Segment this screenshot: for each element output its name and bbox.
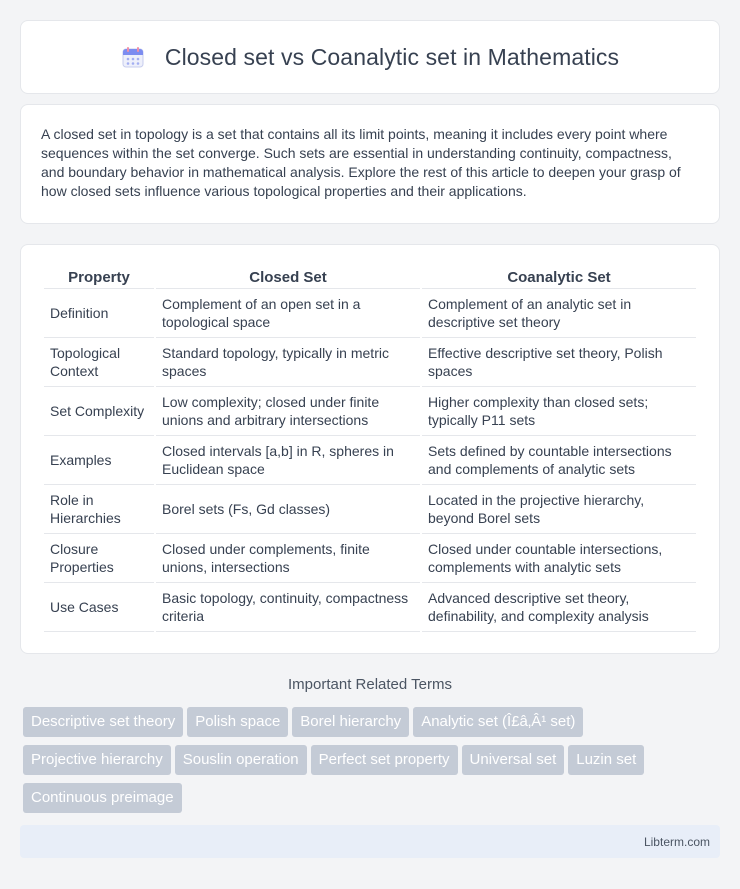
related-term-tag[interactable]: Universal set (462, 745, 565, 775)
related-term-tag[interactable]: Polish space (187, 707, 288, 737)
related-term-tag[interactable]: Analytic set (Î£â‚Â¹ set) (413, 707, 583, 737)
coanalytic-set-cell: Advanced descriptive set theory, definability, and complexity analysis (422, 583, 696, 632)
page-title: Closed set vs Coanalytic set in Mathematics (164, 43, 620, 70)
footer (20, 825, 720, 858)
property-cell: Closure Properties (44, 534, 154, 583)
comparison-table (42, 265, 698, 632)
table-row (44, 289, 696, 338)
related-term-tag[interactable]: Souslin operation (175, 745, 307, 775)
coanalytic-set-cell: Sets defined by countable intersections and complements of analytic sets (422, 436, 696, 485)
column-header-closed-set: Closed Set (156, 265, 420, 289)
table-row (44, 583, 696, 632)
related-term-tag[interactable]: Projective hierarchy (23, 745, 171, 775)
closed-set-cell: Standard topology, typically in metric spaces (156, 338, 420, 387)
intro-text: A closed set in topology is a set that contains all its limit points, meaning it includes every point where sequences within the set converge. Such sets are essential in understanding continuity, compactness, and boundary behavior in mathematical analysis. Explore the rest of this article to deepen your grasp of how closed sets influence various topological properties and their applications. (41, 126, 681, 199)
table-row (44, 485, 696, 534)
property-cell: Examples (44, 436, 154, 485)
coanalytic-set-cell: Complement of an analytic set in descriptive set theory (422, 289, 696, 338)
related-terms-list (23, 707, 723, 821)
column-header-property: Property (44, 265, 154, 289)
header-card (20, 20, 720, 94)
coanalytic-set-cell: Higher complexity than closed sets; typically P11 sets (422, 387, 696, 436)
footer-site-link[interactable]: Libterm.com (643, 835, 710, 849)
table-header-row (44, 265, 696, 289)
comparison-table-card (20, 244, 720, 654)
related-term-tag[interactable]: Descriptive set theory (23, 707, 183, 737)
closed-set-cell: Low complexity; closed under finite unions and arbitrary intersections (156, 387, 420, 436)
closed-set-cell: Basic topology, continuity, compactness criteria (156, 583, 420, 632)
property-cell: Role in Hierarchies (44, 485, 154, 534)
related-term-tag[interactable]: Borel hierarchy (292, 707, 409, 737)
column-header-coanalytic-set: Coanalytic Set (422, 265, 696, 289)
closed-set-cell: Closed under complements, finite unions, intersections (156, 534, 420, 583)
related-terms-title: Important Related Terms (288, 676, 452, 693)
closed-set-cell: Borel sets (Fs, Gd classes) (156, 485, 420, 534)
property-cell: Set Complexity (44, 387, 154, 436)
coanalytic-set-cell: Effective descriptive set theory, Polish spaces (422, 338, 696, 387)
property-cell: Topological Context (44, 338, 154, 387)
coanalytic-set-cell: Closed under countable intersections, complements with analytic sets (422, 534, 696, 583)
closed-set-cell: Closed intervals [a,b] in R, spheres in Euclidean space (156, 436, 420, 485)
related-term-tag[interactable]: Luzin set (568, 745, 644, 775)
property-cell: Definition (44, 289, 154, 338)
calendar-icon (121, 45, 145, 69)
related-term-tag[interactable]: Perfect set property (311, 745, 458, 775)
table-row (44, 338, 696, 387)
intro-card (20, 104, 720, 224)
closed-set-cell: Complement of an open set in a topological space (156, 289, 420, 338)
table-row (44, 387, 696, 436)
table-row (44, 534, 696, 583)
related-term-tag[interactable]: Continuous preimage (23, 783, 182, 813)
table-row (44, 436, 696, 485)
coanalytic-set-cell: Located in the projective hierarchy, beyond Borel sets (422, 485, 696, 534)
property-cell: Use Cases (44, 583, 154, 632)
